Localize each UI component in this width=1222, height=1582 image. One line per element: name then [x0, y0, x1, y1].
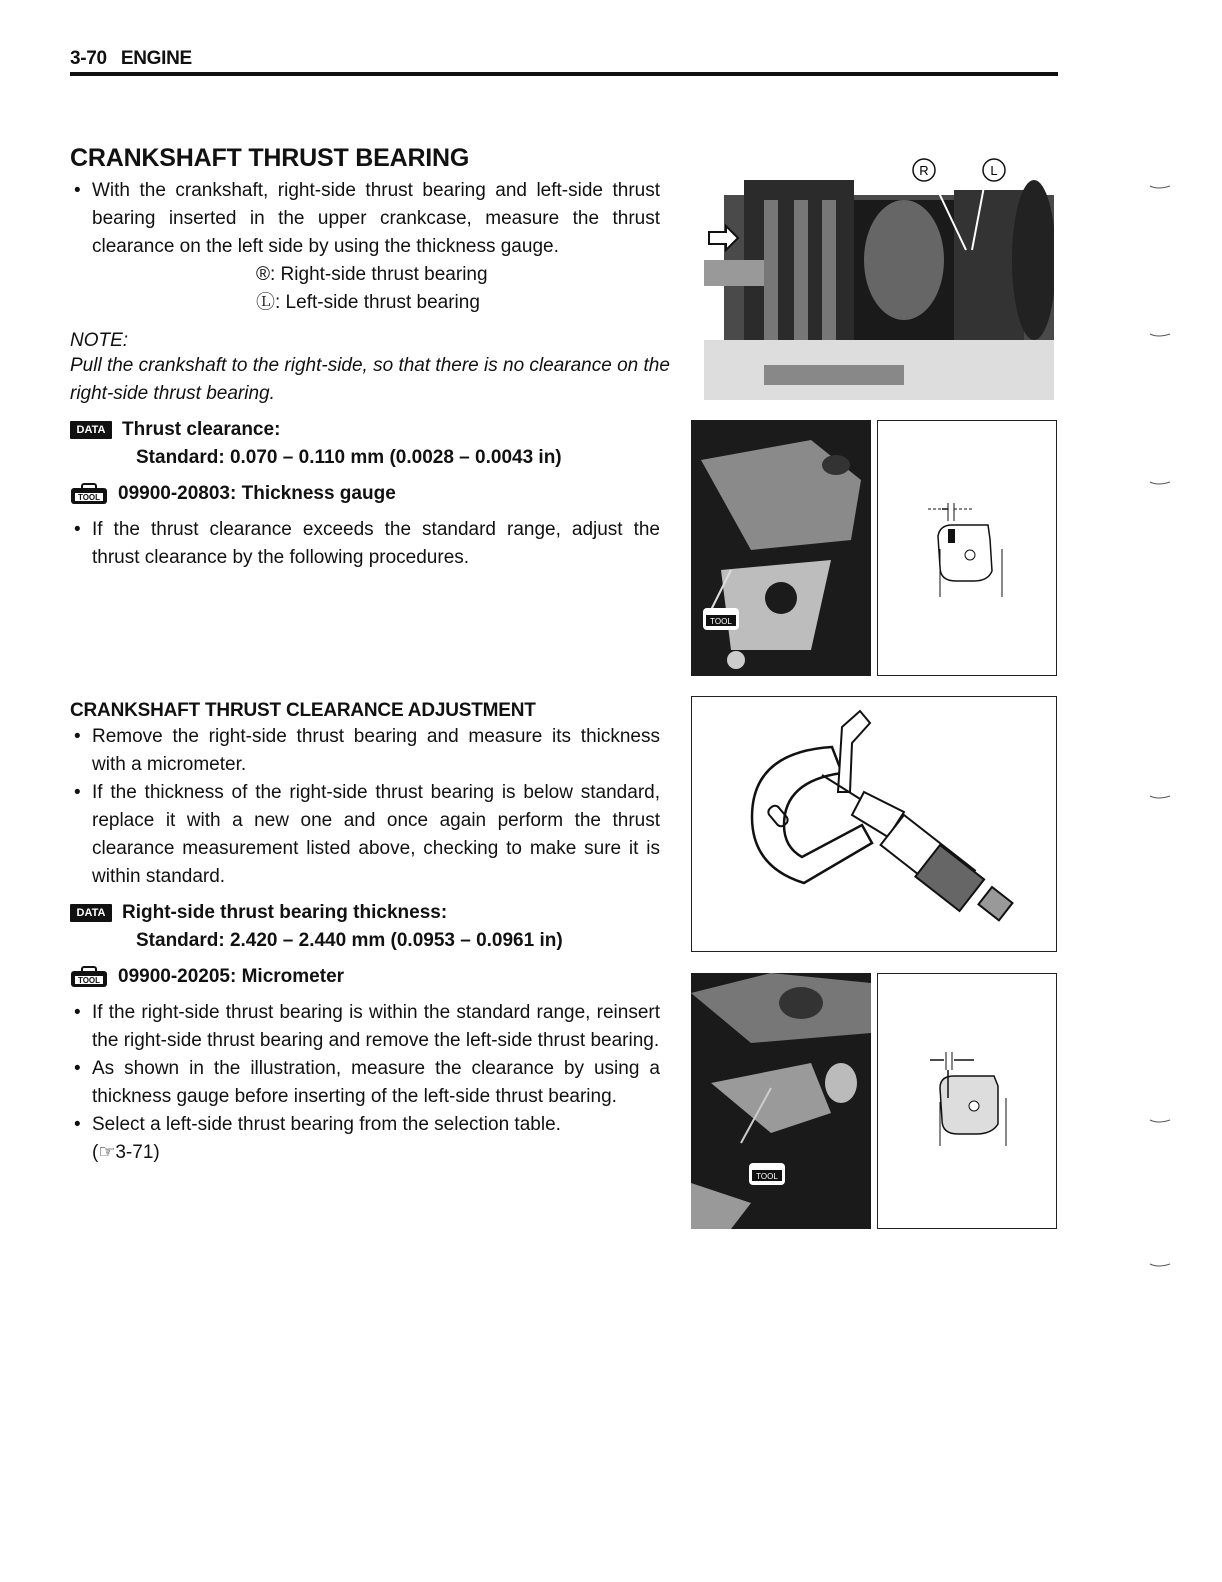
tool-label: 09900-20803: Thickness gauge [118, 483, 396, 504]
data-icon: DATA [70, 904, 112, 922]
tool-label-photo: TOOL [710, 617, 732, 626]
gauge-diagram [877, 420, 1057, 676]
tool-label: 09900-20205: Micrometer [118, 966, 345, 987]
note-label: NOTE: [70, 330, 129, 351]
tool-micrometer [70, 963, 344, 991]
tool-icon [70, 966, 108, 988]
spec-label: Thrust clearance: [122, 419, 281, 440]
gauge-photo [691, 420, 871, 676]
micrometer-figure [691, 696, 1057, 952]
tool-icon-label: TOOL [77, 492, 101, 502]
list-item: • With the crankshaft, right-side thrust bearing and left-side thrust bearing inserted in the upper crankcase, measure the thrust clearance on the left side by using the thickness gauge. [70, 177, 660, 261]
page-title: CRANKSHAFT THRUST BEARING [70, 144, 470, 172]
page-header [70, 48, 206, 70]
thickness-gauge-figure [691, 420, 1057, 676]
list-item: • If the right-side thrust bearing is within the standard range, reinsert the right-side thrust bearing and remove the left-side thrust bearing. [70, 999, 660, 1055]
header-rule [70, 72, 1058, 76]
note-text: Pull the crankshaft to the right-side, so that there is no clearance on the right-side thrust bearing. [70, 355, 670, 404]
spec-value: Standard: 0.070 – 0.110 mm (0.0028 – 0.0043 in) [136, 447, 562, 468]
crankshaft-photo [704, 140, 1054, 402]
list-item: • Remove the right-side thrust bearing and measure its thickness with a micrometer. [70, 723, 660, 779]
left-bearing-figure [691, 973, 1057, 1229]
tool-icon [70, 483, 108, 505]
label-r: R [919, 163, 929, 178]
spec-value: Standard: 2.420 – 2.440 mm (0.0953 – 0.0961 in) [136, 930, 563, 951]
data-icon: DATA [70, 421, 112, 439]
page-reference: (☞3-71) [92, 1142, 160, 1163]
list-item: • If the thrust clearance exceeds the standard range, adjust the thrust clearance by the following procedures. [70, 516, 660, 572]
intro-bullet [70, 177, 660, 261]
final-list [70, 999, 660, 1167]
label-l: L [990, 163, 998, 178]
adjustment-list [70, 723, 660, 891]
legend-left-bearing: Ⓛ: Left-side thrust bearing [256, 292, 480, 313]
left-bearing-diagram [877, 973, 1057, 1229]
spec-thrust-clearance [70, 416, 280, 444]
tool-icon-label: TOOL [77, 975, 101, 985]
scan-edge-marks [1148, 180, 1188, 1440]
tool-thickness-gauge [70, 480, 396, 508]
list-item: • If the thickness of the right-side thrust bearing is below standard, replace it with a new one and once again perform the thrust clearance measurement listed above, checking to make sure it is within standard. [70, 779, 660, 891]
list-item: • As shown in the illustration, measure the clearance by using a thickness gauge before inserting of the left-side thrust bearing. [70, 1055, 660, 1111]
adjust-bullet [70, 516, 660, 572]
page-number: 3-70 [70, 48, 107, 69]
section-name: ENGINE [120, 48, 192, 69]
tool-label-photo: TOOL [756, 1172, 778, 1181]
left-bearing-photo [691, 973, 871, 1229]
section-subtitle: CRANKSHAFT THRUST CLEARANCE ADJUSTMENT [70, 700, 536, 721]
spec-bearing-thickness [70, 899, 447, 927]
legend-right-bearing: ®: Right-side thrust bearing [256, 264, 488, 285]
list-item-text: Select a left-side thrust bearing from the selection table. [92, 1114, 561, 1135]
list-item [70, 1111, 660, 1167]
spec-label: Right-side thrust bearing thickness: [122, 902, 448, 923]
